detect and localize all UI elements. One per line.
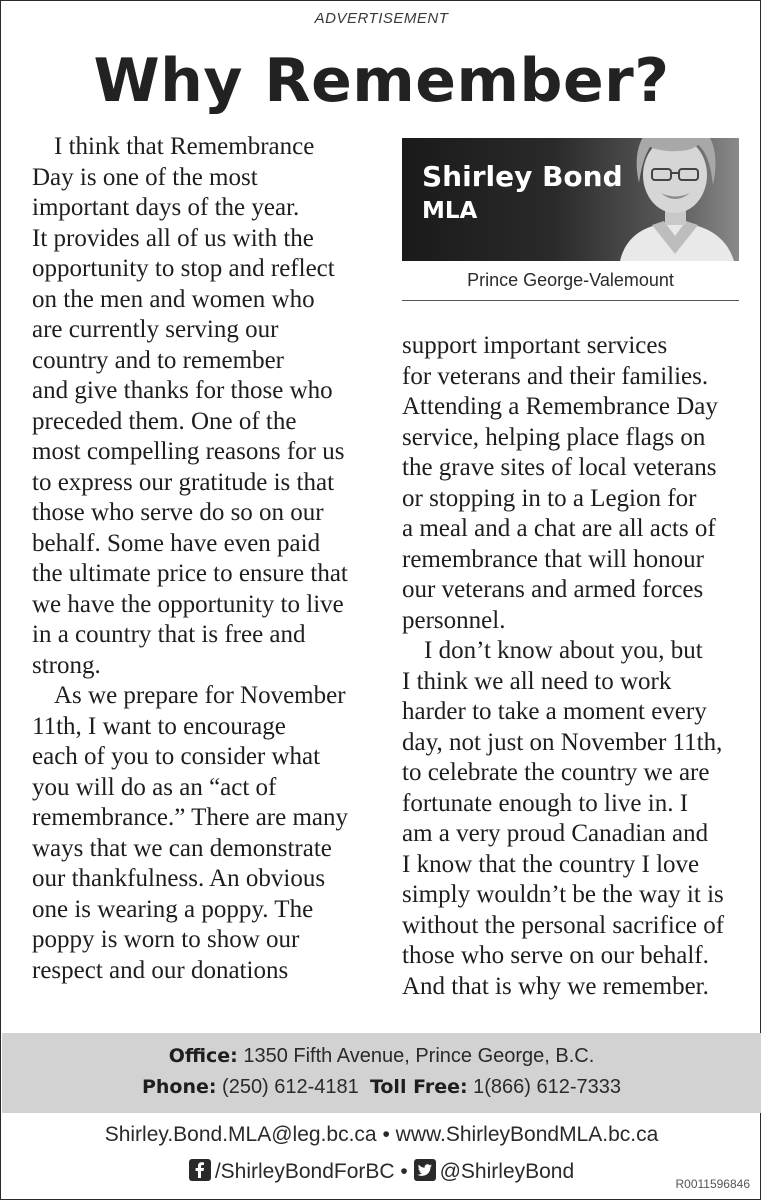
phone-label: Phone:	[141, 1076, 217, 1098]
article-line: those who serve do so on our	[32, 499, 324, 526]
article-line: respect and our donations	[32, 956, 289, 984]
article-line: are currently serving our	[32, 316, 279, 343]
article-line: I think that Remembrance	[54, 133, 315, 160]
article-line: and give thanks for those who	[32, 377, 333, 404]
web-contact-line	[1, 1123, 761, 1147]
ad-code: R0011596846	[675, 1177, 750, 1191]
phone-row	[2, 1076, 761, 1099]
article-line: service, helping place flags on	[402, 423, 706, 451]
article-line: remembrance.” There are many	[32, 804, 349, 831]
mla-portrait	[612, 138, 739, 261]
article-left-column	[32, 132, 377, 986]
article-line: in a country that is free and	[32, 621, 306, 648]
article-line: we have the opportunity to live	[32, 590, 344, 618]
article-line: support important services	[402, 332, 668, 359]
article-line: to express our gratitude is that	[32, 468, 335, 496]
office-address: 1350 Fifth Avenue, Prince George, B.C.	[243, 1045, 595, 1067]
article-line: to celebrate the country we are	[402, 759, 710, 786]
mla-title: MLA	[422, 198, 478, 224]
website-link[interactable]: www.ShirleyBondMLA.bc.ca	[395, 1123, 659, 1146]
mla-name: Shirley Bond	[422, 160, 623, 193]
mla-riding: Prince George-Valemount	[467, 270, 674, 290]
article-line: preceded them. One of the	[32, 407, 297, 435]
article-line: And that is why we remember.	[402, 972, 709, 1000]
article-line: those who serve on our behalf.	[402, 942, 709, 969]
article-line: the grave sites of local veterans	[402, 454, 717, 481]
contact-band	[2, 1033, 761, 1113]
article-line: 11th, I want to encourage	[32, 712, 286, 740]
phone-number: (250) 612-4181	[222, 1076, 359, 1098]
article-line: I know that the country I love	[402, 850, 700, 878]
article-line: simply wouldn’t be the way it is	[402, 881, 724, 908]
divider-rule	[402, 300, 739, 301]
article-line: Attending a Remembrance Day	[402, 393, 718, 420]
article-line: fortunate enough to live in. I	[402, 789, 689, 817]
article-line: behalf. Some have even paid	[32, 529, 321, 557]
article-line: It provides all of us with the	[32, 224, 314, 252]
article-line: or stopping in to a Legion for	[402, 484, 697, 512]
article-line: poppy is worn to show our	[32, 926, 300, 953]
facebook-icon	[189, 1159, 211, 1181]
article-line: most compelling reasons for us	[32, 438, 345, 465]
separator-bullet: •	[400, 1160, 408, 1183]
email-link[interactable]: Shirley.Bond.MLA@leg.bc.ca	[104, 1123, 377, 1146]
article-line: you will do as an “act of	[32, 773, 277, 801]
office-row	[2, 1045, 761, 1068]
facebook-link[interactable]: /ShirleyBondForBC	[214, 1160, 395, 1183]
article-line: the ultimate price to ensure that	[32, 560, 348, 587]
article-line: harder to take a moment every	[402, 698, 707, 725]
article-line: Day is one of the most	[32, 163, 258, 191]
article-line: As we prepare for November	[54, 682, 346, 709]
article-line: personnel.	[402, 606, 506, 634]
office-label: Office:	[168, 1045, 238, 1067]
article-right-column	[402, 331, 747, 1002]
headline: Why Remember?	[93, 46, 670, 116]
twitter-link[interactable]: @ShirleyBond	[439, 1160, 575, 1183]
twitter-icon	[414, 1159, 436, 1181]
tollfree-label: Toll Free:	[369, 1076, 468, 1098]
article-line: each of you to consider what	[32, 743, 321, 770]
article-line: our veterans and armed forces	[402, 576, 704, 603]
article-line: am a very proud Canadian and	[402, 820, 709, 847]
article-line: our thankfulness. An obvious	[32, 865, 326, 892]
article-line: on the men and women who	[32, 285, 315, 313]
tollfree-number: 1(866) 612-7333	[473, 1076, 622, 1098]
article-line: for veterans and their families.	[402, 362, 709, 390]
article-line: I think we all need to work	[402, 667, 672, 695]
article-line: one is wearing a poppy. The	[32, 895, 314, 923]
social-line	[1, 1159, 761, 1184]
ad-label: ADVERTISEMENT	[314, 10, 449, 27]
mla-name-box	[402, 138, 739, 261]
article-line: ways that we can demonstrate	[32, 834, 332, 862]
article-line: important days of the year.	[32, 194, 300, 221]
article-line: remembrance that will honour	[402, 545, 704, 573]
article-line: strong.	[32, 651, 101, 679]
article-line: day, not just on November 11th,	[402, 728, 723, 756]
article-line: opportunity to stop and reflect	[32, 255, 335, 282]
article-line: I don’t know about you, but	[424, 637, 703, 664]
article-line: country and to remember	[32, 346, 284, 374]
article-line: a meal and a chat are all acts of	[402, 515, 716, 542]
separator-bullet: •	[382, 1123, 390, 1146]
article-line: without the personal sacrifice of	[402, 911, 725, 939]
